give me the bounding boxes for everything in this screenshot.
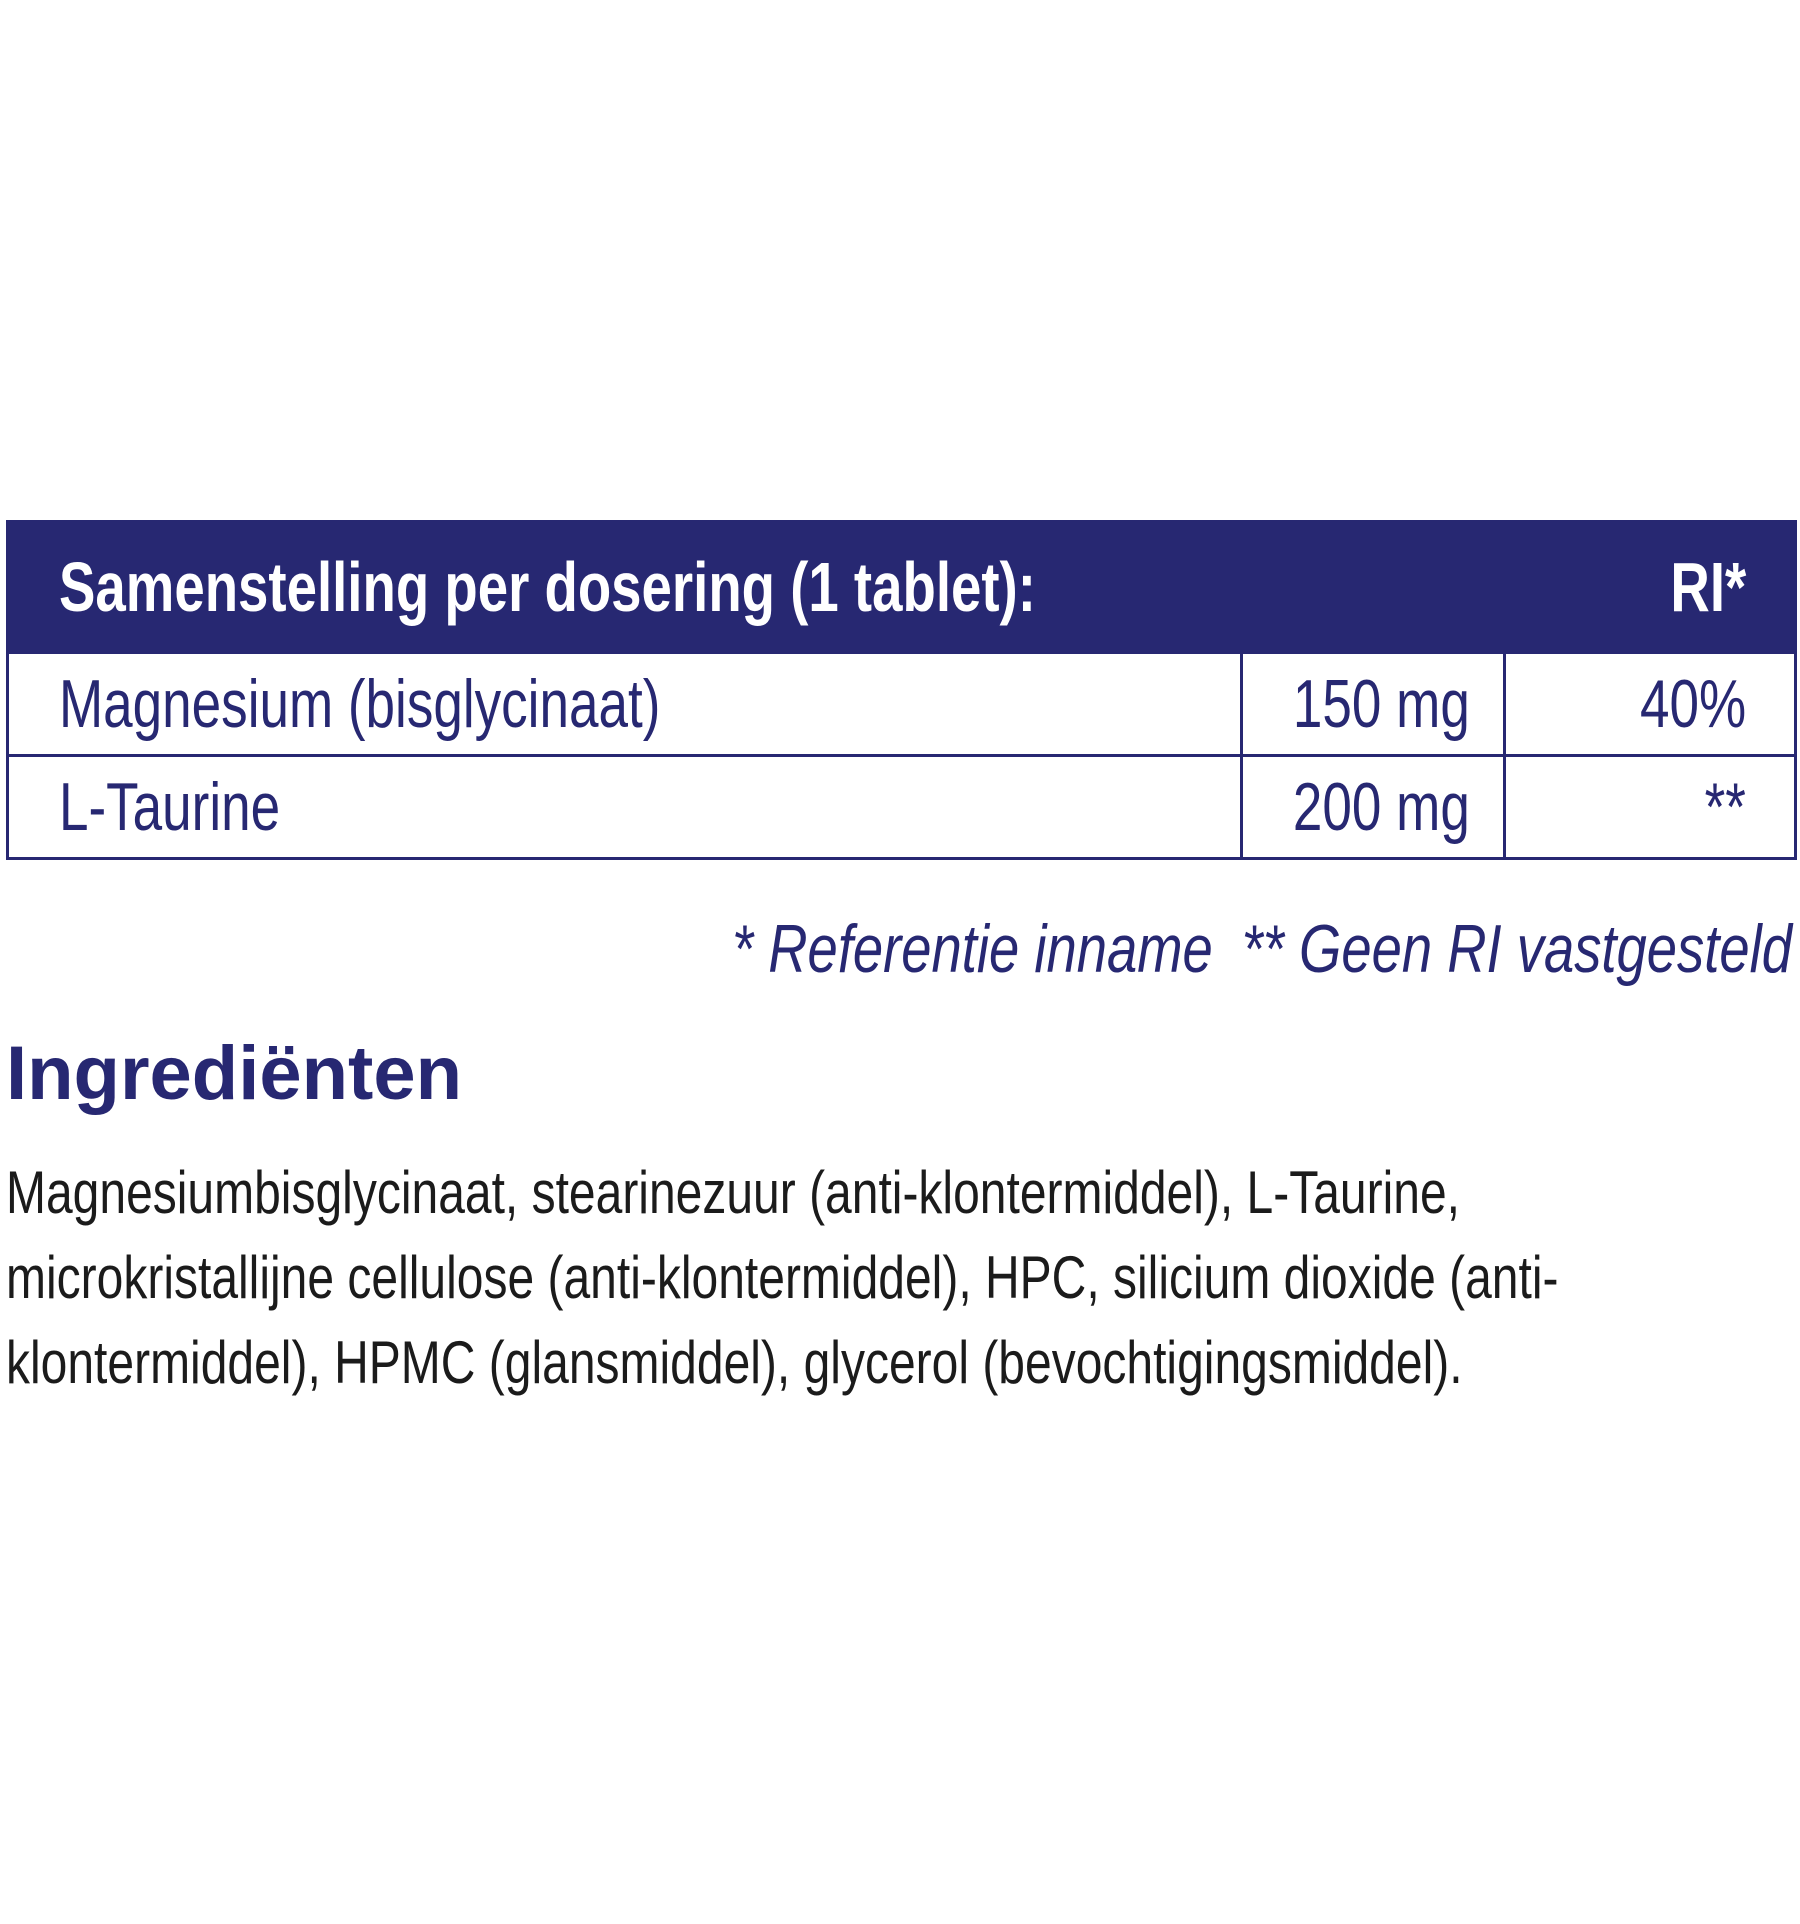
ingredients-title: Ingrediënten [6, 1031, 463, 1116]
ri-header: RI* [1505, 522, 1796, 653]
nutrient-amount: 150 mg [1242, 653, 1505, 756]
composition-header [8, 522, 1796, 653]
nutrient-name: L-Taurine [8, 756, 1242, 859]
footnotes [703, 910, 1792, 988]
table-row [8, 653, 1796, 756]
composition-header-label: Samenstelling per dosering (1 tablet): [8, 522, 1505, 653]
nutrient-ri: ** [1505, 756, 1796, 859]
footnote-ri: * Referentie inname [732, 911, 1213, 987]
composition-table [6, 520, 1797, 860]
table-row [8, 756, 1796, 859]
ingredients-text [6, 1150, 1800, 1405]
ingredients-line: klontermiddel), HPMC (glansmiddel), glycerol (bevochtigingsmiddel). [6, 1329, 1463, 1396]
footnote-no-ri: ** Geen RI vastgesteld [1241, 911, 1792, 987]
ingredients-line: Magnesiumbisglycinaat, stearinezuur (anti-klontermiddel), L-Taurine, [6, 1159, 1460, 1226]
nutrient-ri: 40% [1505, 653, 1796, 756]
nutrient-amount: 200 mg [1242, 756, 1505, 859]
nutrient-name: Magnesium (bisglycinaat) [8, 653, 1242, 756]
ingredients-line: microkristallijne cellulose (anti-klontermiddel), HPC, silicium dioxide (anti- [6, 1244, 1559, 1311]
